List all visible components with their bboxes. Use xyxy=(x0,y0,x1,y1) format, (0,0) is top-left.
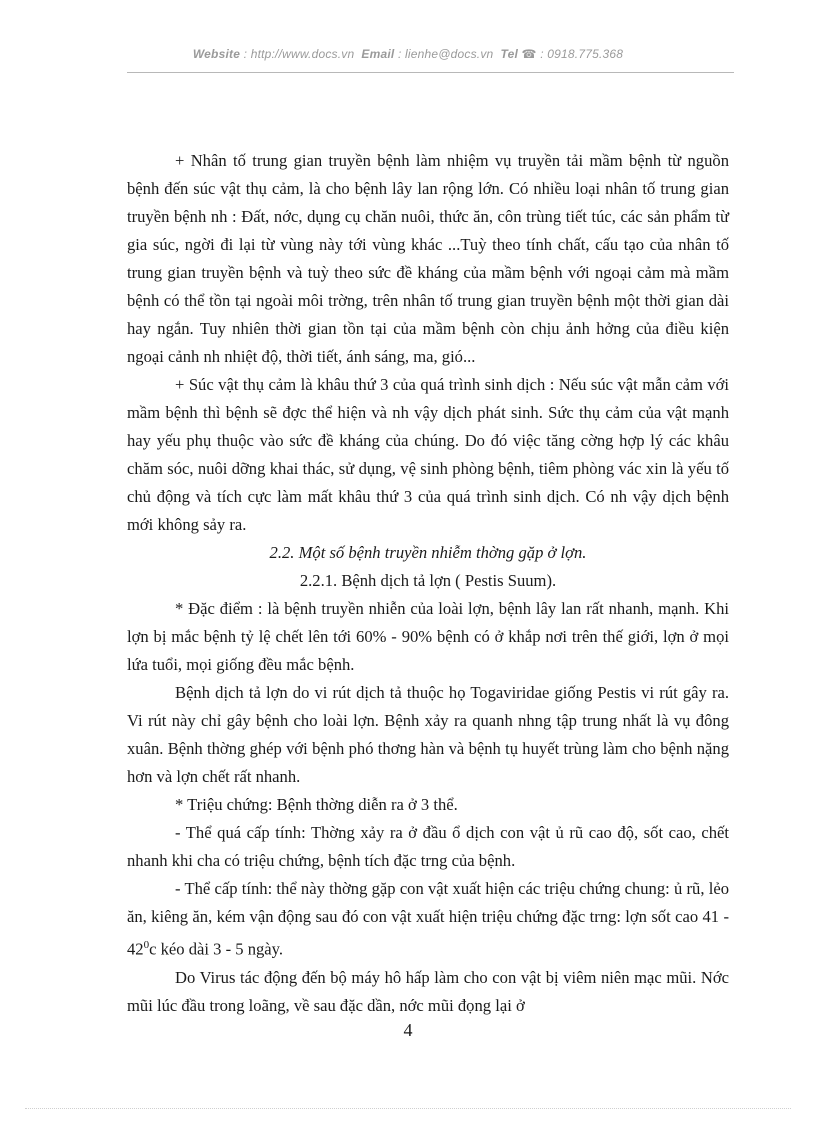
document-body xyxy=(127,147,729,1020)
page-bottom-divider xyxy=(25,1108,791,1109)
acute-form-text-end: c kéo dài 3 - 5 ngày. xyxy=(149,939,284,959)
email-value[interactable]: : lienhe@docs.vn xyxy=(397,47,494,61)
paragraph-virus-effect: Do Virus tác động đến bộ máy hô hấp làm cho con vật bị viêm niên mạc mũi. Nớc mũi lúc đầu trong loãng, về sau đặc dần, nớc mũi đọng lại ở xyxy=(127,967,729,1015)
acute-form-text: - Thể cấp tính: thể này thờng gặp con vật xuất hiện các triệu chứng chung: ủ rũ, lẻo ăn, kiêng ăn, kém vận động sau đó con vật xuất hiện triệu chứng đặc trng: lợn sốt cao 41 - 42 xyxy=(127,879,729,959)
paragraph-cause: Bệnh dịch tả lợn do vi rút dịch tả thuộc họ Togaviridae giống Pestis vi rút gây ra. Vi rút này chỉ gây bệnh cho loài lợn. Bệnh xảy ra quanh nhng tập trung nhất là vụ đông xuân. Bệnh thờng ghép với bệnh phó thơng hàn và bệnh tụ huyết trùng làm cho bệnh nặng hơn và lợn chết rất nhanh. xyxy=(127,683,729,786)
paragraph-characteristics: * Đặc điểm : là bệnh truyền nhiễn của loài lợn, bệnh lây lan rất nhanh, mạnh. Khi lợn bị mắc bệnh tỷ lệ chết lên tới 60% - 90% bệnh có ở khắp nơi trên thế giới, lợn ở mọi lứa tuổi, mọi giống đều mắc bệnh. xyxy=(127,599,729,674)
subsection-heading-2-2-1: 2.2.1. Bệnh dịch tả lợn ( Pestis Suum). xyxy=(299,571,557,590)
paragraph-transmission-factors: + Nhân tố trung gian truyền bệnh làm nhiệm vụ truyền tải mầm bệnh từ nguồn bệnh đến súc vật thụ cảm, là cho bệnh lây lan rộng lớn. Có nhiều loại nhân tố trung gian truyền bệnh nh : Đất, nớc, dụng cụ chăn nuôi, thức ăn, côn trùng tiết túc, các sản phẩm từ gia súc, ngời đi lại từ vùng này tới vùng khác ...Tuỳ theo tính chất, cấu tạo của nhân tố trung gian truyền bệnh và tuỳ theo sức đề kháng của mầm bệnh với ngoại cảm mà mầm bệnh có thể tồn tại ngoài môi trờng, trên nhân tố trung gian truyền bệnh một thời gian dài hay ngắn. Tuy nhiên thời gian tồn tại của mầm bệnh còn chịu ảnh hởng của điều kiện ngoại cảnh nh nhiệt độ, thời tiết, ánh sáng, ma, gió... xyxy=(127,151,729,366)
paragraph-symptoms-intro: * Triệu chứng: Bệnh thờng diễn ra ở 3 thể. xyxy=(175,795,458,814)
tel-value: ☎ : 0918.775.368 xyxy=(521,47,624,61)
website-value[interactable]: : http://www.docs.vn xyxy=(243,47,355,61)
degree-superscript: 0 xyxy=(143,939,150,951)
tel-label: Tel xyxy=(500,47,518,61)
header-divider xyxy=(127,72,734,73)
page-number: 4 xyxy=(403,1020,413,1040)
website-label: Website xyxy=(192,47,241,61)
paragraph-peracute-form: - Thể quá cấp tính: Thờng xảy ra ở đầu ổ dịch con vật ủ rũ cao độ, sốt cao, chết nhanh khi cha có triệu chứng, bệnh tích đặc trng của bệnh. xyxy=(127,823,729,870)
paragraph-acute-form xyxy=(127,875,729,964)
paragraph-susceptible-animals: + Súc vật thụ cảm là khâu thứ 3 của quá trình sinh dịch : Nếu súc vật mẫn cảm với mầm bệnh thì bệnh sẽ đợc thể hiện và nh vậy dịch phát sinh. Sức thụ cảm của vật mạnh hay yếu phụ thuộc vào sức đề kháng của chúng. Do đó việc tăng cờng hợp lý các khâu chăm sóc, nuôi dỡng khai thác, sử dụng, vệ sinh phòng bệnh, tiêm phòng vác xin là yếu tố chủ động và tích cực làm mất khâu thứ 3 của quá trình sinh dịch. Có nh vậy dịch bệnh mới không sảy ra. xyxy=(127,375,729,534)
email-label: Email xyxy=(361,47,395,61)
section-heading-2-2: 2.2. Một số bệnh truyền nhiễm thờng gặp ở lợn. xyxy=(269,543,587,562)
page-header xyxy=(0,47,816,61)
